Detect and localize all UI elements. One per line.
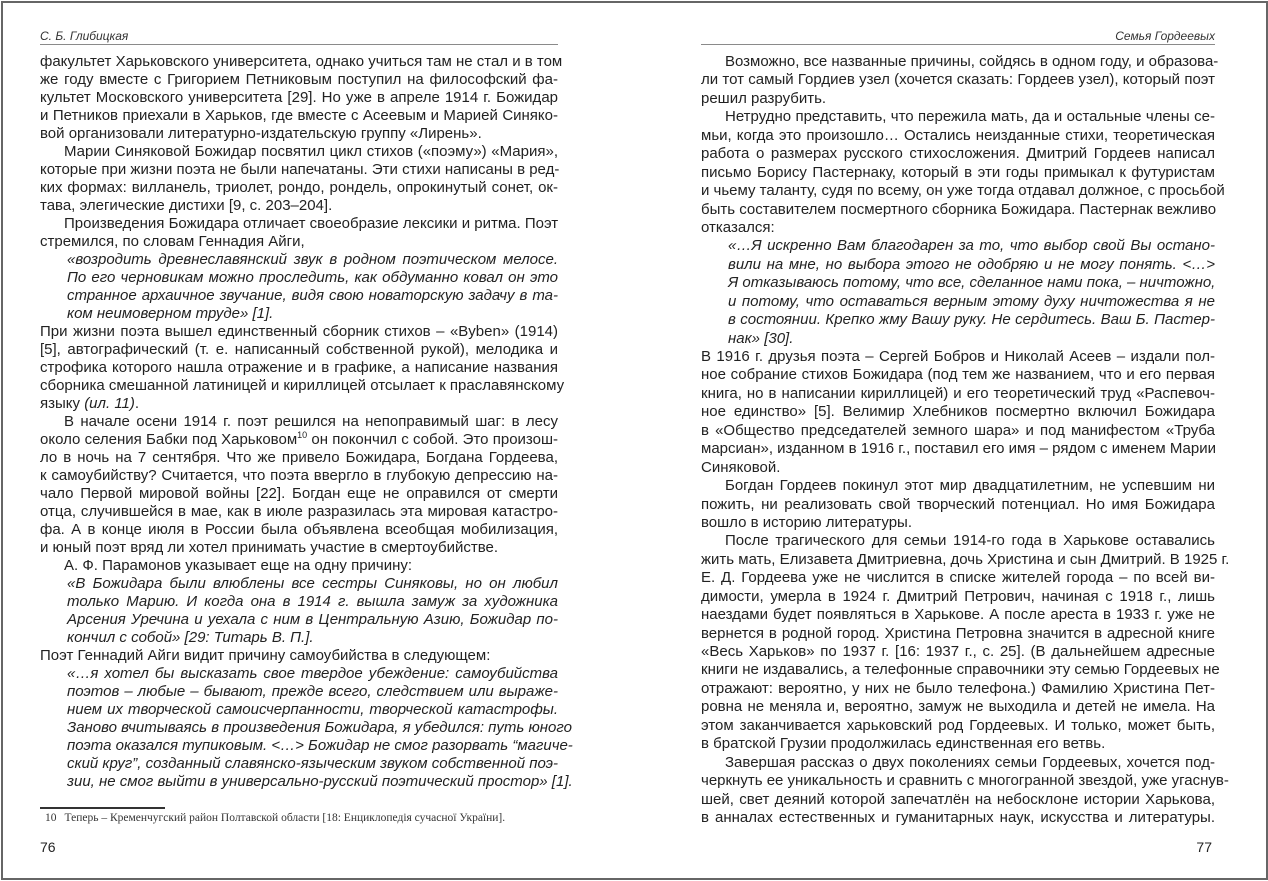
text-line bbox=[40, 395, 558, 413]
text-line: ких формах: вилланель, триолет, рондо, рондель, опрокинутый сонет, ок- bbox=[40, 179, 558, 196]
text-line: «Весь Харьков» по 1937 г. [16: 1937 г., с. 25]. (В дальнейшем адресные bbox=[701, 643, 1215, 660]
text-line: «…Я искренно Вам благодарен за то, что выбор свой Вы остано- bbox=[728, 237, 1215, 255]
text-line: которые при жизни поэта не были напечатаны. Эти стихи написаны в ред- bbox=[40, 161, 560, 178]
text-line: Возможно, все названные причины, сойдясь в одном году, и образова- bbox=[725, 53, 1219, 70]
illustration-ref: (ил. 11) bbox=[84, 395, 135, 412]
text-line: ное собрание стихов Божидара (под тем же названием, что и его первая bbox=[701, 366, 1215, 384]
text-line: Арсения Уречина и уехала с ним в Центральную Азию, Божидар по- bbox=[67, 611, 558, 628]
text-line: наездами будет появляться в Харькове. А после ареста в 1933 г. уже не bbox=[701, 606, 1215, 624]
paragraph bbox=[701, 348, 1215, 477]
paragraph bbox=[40, 53, 563, 143]
text-line: книга, но в написании кириллицей) и его теоретический труд «Распевоч- bbox=[701, 384, 1215, 402]
text-line: в «Общество председателей земного шара» и под манифестом «Труба bbox=[701, 421, 1215, 439]
text-line bbox=[40, 431, 558, 449]
text-line: ли тот самый Гордиев узел (хочется сказать: Гордеев узел), который поэт bbox=[701, 71, 1215, 89]
text-line: этом заканчивается харьковский род Гордеевых. И только, может быть, bbox=[701, 716, 1215, 734]
text-line: стремился, по словам Геннадия Айги, bbox=[40, 233, 305, 250]
text-line: быть составителем посмертного сборника Божидара. Пастернак вежливо bbox=[701, 200, 1217, 218]
text-line: культет Московского университета [29]. Но уже в апреле 1914 г. Божидар bbox=[40, 89, 558, 106]
text-line: и Петников приехали в Харьков, где вместе с Асеевым и Марией Синяко- bbox=[40, 107, 558, 124]
text-line: же году вместе с Григорием Петниковым поступил на философский фа- bbox=[40, 71, 558, 88]
text-segment: он покончил с собой. Это произош- bbox=[307, 431, 559, 448]
text-line: ло в ночь на 7 сентября. Что же привело Божидара, Богдана Гордеева, bbox=[40, 449, 558, 466]
text-line: и потому, что оставаться верным этому духу ничтожества я не bbox=[728, 292, 1215, 310]
text-line: и юный поэт вряд ли хотел принимать участие в смертоубийстве. bbox=[40, 539, 499, 556]
text-line: отца, случившейся в мае, как в июле разразилась эта мировая катастро- bbox=[40, 503, 558, 520]
text-line: Поэт Геннадий Айги видит причину самоубийства в следующем: bbox=[40, 647, 491, 664]
text-line: факультет Харьковского университета, однако учиться там не стал и в том bbox=[40, 53, 563, 70]
text-line: «В Божидара были влюблены все сестры Синяковы, но он любил bbox=[67, 575, 558, 592]
text-line: [5], автографический (т. е. написанный собственной рукой), мелодика и bbox=[40, 341, 558, 358]
footnote-ref: 10 bbox=[297, 430, 308, 440]
text-line: «…я хотел бы высказать свое твердое убеждение: самоубийства bbox=[67, 665, 558, 682]
text-line: Завершая рассказ о двух поколениях семьи Гордеевых, хочется под- bbox=[725, 753, 1215, 771]
text-line: поэта оказался тупиковым. <…> Божидар не смог разорвать “магиче- bbox=[67, 737, 573, 754]
paragraph bbox=[40, 557, 558, 575]
text-line: странное архаичное звучание, видя свою новаторскую задачу в та- bbox=[67, 287, 558, 304]
text-line: В начале осени 1914 г. поэт решился на непоправимый шаг: в лесу bbox=[64, 413, 558, 430]
text-line: работа о размерах русского стихосложения. Дмитрий Гордеев написал bbox=[701, 145, 1215, 163]
text-line: Заново вчитываясь в произведения Божидара, я убедился: путь юного bbox=[67, 719, 572, 736]
block-quote bbox=[701, 237, 1215, 348]
text-line: димости, умерла в 1924 г. Дмитрий Петрович, начиная с 1918 г., лишь bbox=[701, 587, 1215, 605]
page-number: 76 bbox=[40, 839, 56, 855]
text-line: По его черновикам можно проследить, как обдуманно ковал он это bbox=[67, 269, 558, 286]
paragraph bbox=[40, 143, 558, 215]
text-line: Е. Д. Гордеева уже не числится в списке жителей города – по всей ви- bbox=[701, 569, 1215, 587]
page-body bbox=[701, 53, 1230, 827]
left-page bbox=[40, 0, 573, 881]
text-segment: около селения Бабки под Харьковом bbox=[40, 431, 298, 448]
text-line: решил разрубить. bbox=[701, 89, 827, 107]
text-line: пожить, ни реализовать свой творческий потенциал. Но имя Божидара bbox=[701, 495, 1215, 513]
text-line: зии, не смог выйти в универсально-русский поэтический простор» [1]. bbox=[67, 773, 573, 790]
text-line: только Марию. И когда она в 1914 г. вышла замуж за художника bbox=[67, 593, 558, 610]
text-line: Синяковой. bbox=[701, 458, 781, 476]
text-line: Марии Синяковой Божидар посвятил цикл стихов («поэму») «Мария», bbox=[64, 143, 558, 160]
text-line: тава, элегические дистихи [9, с. 203–204]. bbox=[40, 197, 333, 214]
running-header-chapter: Семья Гордеевых bbox=[1115, 29, 1215, 43]
block-quote bbox=[40, 575, 558, 647]
running-header-author: С. Б. Глибицкая bbox=[40, 29, 129, 43]
text-line: книги не издавались, а телефонные справочники эту семью Гордеевых не bbox=[701, 661, 1220, 679]
text-line: сборника смешанной латиницей и кириллицей отсылает к праславянскому bbox=[40, 377, 565, 394]
text-segment: . bbox=[134, 395, 140, 412]
text-line: ком неимоверном труде» [1]. bbox=[67, 305, 274, 322]
text-line: в братской Грузии продолжилась единственная его ветвь. bbox=[701, 735, 1106, 753]
paragraph bbox=[701, 108, 1225, 237]
header-rule bbox=[701, 44, 1215, 45]
text-line: фа. А в конце июля в России была объявлена всеобщая мобилизация, bbox=[40, 521, 558, 538]
paragraph bbox=[40, 413, 558, 557]
page-body bbox=[40, 53, 573, 791]
text-line: ский круг”, созданный славянско-языческим звуком собственной поэ- bbox=[67, 755, 559, 772]
header-rule bbox=[40, 44, 558, 45]
text-line: жить мать, Елизавета Дмитриевна, дочь Христина и сын Дмитрий. В 1925 г. bbox=[701, 550, 1230, 568]
text-line: письмо Борису Пастернаку, который в эти годы примыкал к футуристам bbox=[701, 163, 1215, 181]
text-line: строфика которого нашла отражение и в графике, а написание названия bbox=[40, 359, 558, 376]
text-line: вошло в историю литературы. bbox=[701, 513, 912, 531]
text-line: ное единство» [5]. Велимир Хлебников посмертно включил Божидара bbox=[701, 403, 1215, 421]
text-line: нием их творческой самоисчерпанности, творческой катастрофы. bbox=[67, 701, 558, 718]
text-line: шей, свет деяний которой запечатлён на небосклоне истории Харькова, bbox=[701, 790, 1215, 808]
page-number: 77 bbox=[1196, 839, 1212, 855]
text-line: В 1916 г. друзья поэта – Сергей Бобров и Николай Асеев – издали пол- bbox=[701, 348, 1215, 365]
paragraph bbox=[40, 215, 558, 251]
block-quote bbox=[40, 665, 573, 791]
footnote-text: Теперь – Кременчугский район Полтавской области [18: Енциклопедія сучасної України]. bbox=[64, 812, 506, 824]
text-line: вернется в родной город. Христина Петровна значится в адресной книге bbox=[701, 624, 1215, 642]
footnote-rule bbox=[40, 807, 165, 809]
text-line: и чьему таланту, судя по всему, он уже тогда отдавал должное, с просьбой bbox=[701, 182, 1225, 200]
text-segment: языку bbox=[40, 395, 85, 412]
text-line: Нетрудно представить, что пережила мать, да и остальные члены се- bbox=[725, 108, 1215, 126]
paragraph bbox=[701, 477, 1215, 532]
text-line: «возродить древнеславянский звук в родном поэтическом мелосе. bbox=[67, 251, 558, 268]
text-line: черкнуть ее уникальность и сравнить с многогранной звездой, уже угаснув- bbox=[701, 772, 1229, 790]
paragraph bbox=[701, 53, 1219, 108]
text-line: При жизни поэта вышел единственный сборник стихов – «Byben» (1914) bbox=[40, 323, 558, 340]
text-line: нак» [30]. bbox=[728, 329, 794, 347]
paragraph bbox=[40, 647, 558, 665]
paragraph bbox=[701, 532, 1230, 753]
text-line: вой организовали литературно-издательскую группу «Лирень». bbox=[40, 125, 482, 142]
text-line: отражают: вероятно, у них не было телефона.) Фамилию Христина Пет- bbox=[701, 679, 1215, 697]
text-line: отказался: bbox=[701, 218, 775, 236]
text-line: Произведения Божидара отличает своеобразие лексики и ритма. Поэт bbox=[64, 215, 559, 232]
text-line: поэтов – любые – бывают, прежде всего, следствием или выраже- bbox=[67, 683, 558, 700]
text-line: Богдан Гордеев покинул этот мир двадцатилетним, не успевшим ни bbox=[725, 477, 1215, 495]
text-line: в анналах естественных и гуманитарных наук, искусства и литературы. bbox=[701, 808, 1215, 826]
text-line: к самоубийству? Считается, что поэта ввергло в глубокую депрессию на- bbox=[40, 467, 558, 484]
footnote-number: 10 bbox=[45, 812, 57, 824]
text-line: в состоянии. Крепко жму Вашу руку. Не сердитесь. Ваш Б. Пастер- bbox=[728, 311, 1215, 329]
paragraph bbox=[701, 753, 1229, 828]
block-quote bbox=[40, 251, 558, 323]
text-line: кончил с собой» [29: Титарь В. П.]. bbox=[67, 629, 314, 646]
text-line: После трагического для семьи 1914-го года в Харькове оставались bbox=[725, 532, 1215, 550]
paragraph bbox=[40, 323, 565, 413]
text-line: ровна не меняла и, вероятно, замуж не выходила и детей не имела. На bbox=[701, 698, 1215, 716]
right-page bbox=[701, 0, 1230, 881]
text-line: марсиан», изданном в 1916 г., поставил его имя – рядом с именем Марии bbox=[701, 440, 1216, 458]
text-line: мьи, когда это произошло… Остались неизданные стихи, теоретическая bbox=[701, 126, 1215, 144]
text-line: А. Ф. Парамонов указывает еще на одну причину: bbox=[64, 557, 413, 574]
text-line: вили на мне, но выбора этого не одобряю и не могу понять. <…> bbox=[728, 255, 1215, 273]
text-line: Я отказываюсь потому, что все, сделанное нами пока, – ничтожно, bbox=[728, 274, 1216, 292]
footnote bbox=[45, 811, 505, 825]
text-line: чало Первой мировой войны [22]. Богдан еще не оправился от смерти bbox=[40, 485, 558, 502]
